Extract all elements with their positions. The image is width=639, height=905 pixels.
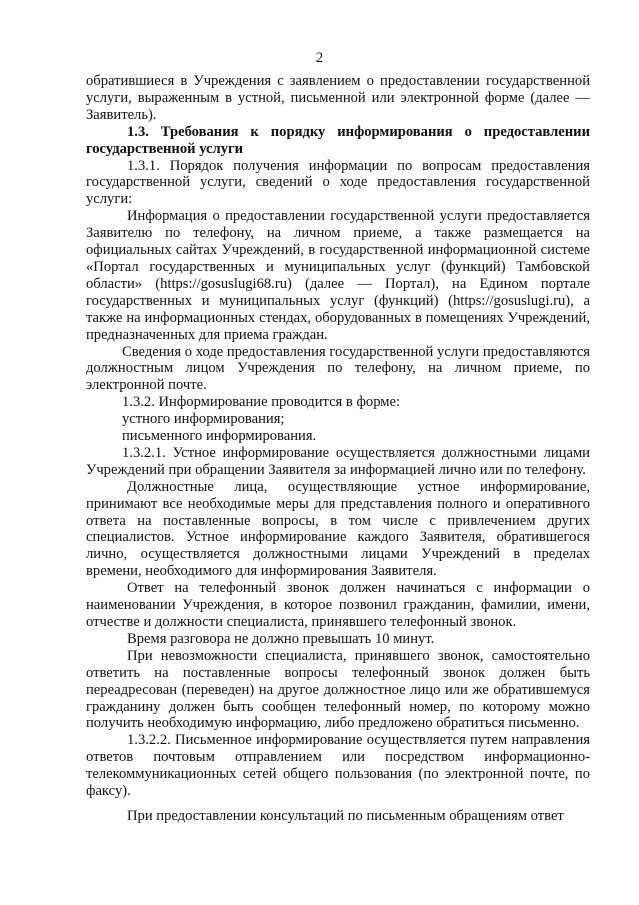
list-item-written: письменного информирования. xyxy=(122,428,317,445)
paragraph-1-3-2: 1.3.2. Информирование проводится в форме: xyxy=(122,394,401,411)
paragraph-redirect: При невозможности специалиста, принявшего звонок, самостоятельно ответить на поставленные вопросы телефонный звонок должен быть переадресован (переведен) на другое должностное лицо или же обратившемуся гражданину должен быть сообщен телефонный номер, по которому можно получить необходимую информацию, либо предложено обратиться письменно. xyxy=(86,647,590,732)
page-bottom-margin xyxy=(0,885,639,905)
paragraph-written-consultations: При предоставлении консультаций по письменным обращениям ответ xyxy=(127,807,564,824)
paragraph-1-3-2-2: 1.3.2.2. Письменное информирование осуществляется путем направления ответов почтовым отправлением или посредством информационно-телекоммуникационных сетей общего пользования (по электронной почте, по факсу). xyxy=(86,732,590,800)
paragraph-progress-info: Сведения о ходе предоставления государственной услуги предоставляются должностным лицом Учреждения по телефону, на личном приеме, по электронной почте. xyxy=(86,343,590,394)
paragraph-1-3-1: 1.3.1. Порядок получения информации по вопросам предоставления государственной услуги, сведений о ходе предоставления государственной услуги: xyxy=(86,157,590,208)
paragraph-applicants: обратившиеся в Учреждения с заявлением о предоставлении государственной услуги, выраженным в устной, письменной или электронной форме (далее — Заявитель). xyxy=(86,73,590,123)
document-body xyxy=(86,73,590,825)
page-number: 2 xyxy=(315,50,324,66)
paragraph-talk-time: Время разговора не должно превышать 10 минут. xyxy=(127,630,435,647)
paragraph-information-sources: Информация о предоставлении государственной услуги предоставляется Заявителю по телефону, на личном приеме, а также размещается на официальных сайтах Учреждений, в государственной информационной системе «Портал государственных и муниципальных услуг (функций) Тамбовской области» (https://gosuslugi68.ru) (далее — Портал), на Едином портале государственных и муниципальных услуг (функций) (https://gosuslugi.ru), а также на информационных стендах, оборудованных в помещениях Учреждений, предназначенных для приема граждан. xyxy=(86,208,590,343)
paragraph-phone-answer: Ответ на телефонный звонок должен начинаться с информации о наименовании Учреждения, в которое позвонил гражданин, фамилии, имени, отчестве и должности специалиста, принявшего телефонный звонок. xyxy=(86,580,590,630)
list-item-oral: устного информирования; xyxy=(122,411,285,428)
paragraph-1-3-2-1: 1.3.2.1. Устное информирование осуществляется должностными лицами Учреждений при обращении Заявителя за информацией лично или по телефону. xyxy=(86,444,590,478)
paragraph-officials: Должностные лица, осуществляющие устное информирование, принимают все необходимые меры для представления полного и оперативного ответа на поставленные вопросы, в том числе с привлечением других специалистов. Устное информирование каждого Заявителя, обратившегося лично, осуществляется должностными лицами Учреждений в пределах времени, необходимого для информирования Заявителя. xyxy=(86,478,590,580)
section-heading-1-3: 1.3. Требования к порядку информирования о предоставлении государственной услуги xyxy=(86,123,590,157)
